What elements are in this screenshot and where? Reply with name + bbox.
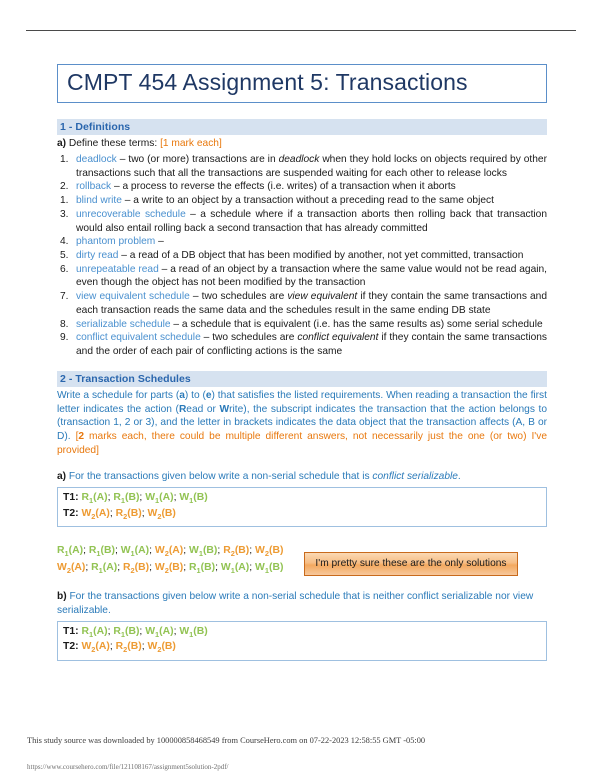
definition-body bbox=[76, 249, 547, 263]
action-separator: ; bbox=[149, 545, 155, 557]
schedule-action bbox=[81, 626, 107, 637]
schedule-action bbox=[189, 545, 218, 559]
section-heading-definitions: 1 - Definitions bbox=[57, 119, 547, 135]
action-separator: ; bbox=[114, 545, 121, 557]
action-operation: R bbox=[81, 625, 89, 637]
definition-text: a schedule that is equivalent (i.e. has the same results as) some serial schedule bbox=[181, 318, 543, 330]
action-transaction-index: 2 bbox=[123, 511, 128, 521]
intro-part4: ead or bbox=[186, 403, 220, 415]
action-transaction-index: 1 bbox=[196, 566, 201, 576]
schedule-action bbox=[81, 508, 109, 519]
action-separator: ; bbox=[149, 562, 155, 574]
solutions-callout: I'm pretty sure these are the only solutions bbox=[304, 552, 517, 576]
action-operation: W bbox=[81, 641, 92, 653]
action-object: (B) bbox=[202, 545, 218, 557]
definition-text: a read of a DB object that has been modified by another, not yet committed, transaction bbox=[129, 250, 524, 262]
action-object: (A) bbox=[68, 545, 84, 557]
action-object: (B) bbox=[168, 562, 184, 574]
document-title-box bbox=[57, 64, 547, 103]
action-transaction-index: 1 bbox=[155, 496, 160, 506]
schedule-action bbox=[91, 562, 118, 576]
action-object: (A) bbox=[95, 507, 110, 519]
action-operation: R bbox=[115, 641, 124, 653]
action-transaction-index: 1 bbox=[264, 566, 269, 576]
action-separator: ; bbox=[183, 545, 190, 557]
intro-part1: Write a schedule for parts ( bbox=[57, 389, 180, 401]
definition-term: rollback bbox=[76, 181, 112, 193]
intro-read-letter: R bbox=[178, 403, 187, 415]
action-transaction-index: 2 bbox=[130, 566, 135, 576]
action-operation: W bbox=[81, 507, 92, 519]
definition-body bbox=[76, 331, 547, 358]
definition-number: 9. bbox=[60, 332, 69, 344]
schedule-action bbox=[57, 545, 84, 559]
action-operation: W bbox=[145, 492, 156, 504]
schedule-action bbox=[115, 641, 142, 655]
definition-number: 8. bbox=[60, 318, 69, 330]
transaction-line bbox=[63, 625, 541, 641]
question-a-label: a) bbox=[57, 471, 67, 483]
definition-item bbox=[57, 194, 547, 208]
definition-number: 1. bbox=[60, 195, 69, 207]
question-b-prompt bbox=[57, 590, 547, 617]
action-object: (B) bbox=[161, 507, 176, 519]
definition-term: serializable schedule bbox=[76, 318, 171, 330]
transaction-line bbox=[63, 640, 541, 656]
definitions-prompt-label: a) bbox=[57, 138, 67, 150]
intro-marks-rest: marks each, there could be multiple different answers, not necessarily just the one (or two) I've provided] bbox=[57, 430, 547, 456]
question-a-answer-row bbox=[57, 543, 547, 577]
action-object: (A) bbox=[95, 641, 110, 653]
definition-term: view equivalent schedule bbox=[76, 291, 190, 303]
definitions-prompt-text: Define these terms: bbox=[66, 138, 161, 150]
definition-number: 6. bbox=[60, 263, 69, 275]
schedule-action bbox=[113, 492, 140, 506]
schedule-action bbox=[223, 545, 250, 559]
action-transaction-index: 2 bbox=[91, 511, 96, 521]
action-operation: W bbox=[255, 545, 265, 557]
action-transaction-index: 1 bbox=[155, 629, 160, 639]
schedule-action bbox=[116, 508, 142, 519]
transaction-line bbox=[63, 507, 541, 523]
action-object: (B) bbox=[134, 562, 150, 574]
action-object: (B) bbox=[124, 625, 140, 637]
definition-item bbox=[57, 331, 547, 358]
definition-item bbox=[57, 318, 547, 332]
action-object: (B) bbox=[234, 545, 250, 557]
action-transaction-index: 2 bbox=[91, 645, 96, 655]
schedule-action bbox=[57, 562, 86, 576]
transaction-line bbox=[63, 491, 541, 507]
schedule-action bbox=[148, 508, 176, 519]
definition-item bbox=[57, 208, 547, 235]
action-object: (B) bbox=[193, 492, 208, 504]
action-separator: ; bbox=[217, 545, 224, 557]
action-object: (A) bbox=[159, 492, 174, 504]
definition-body bbox=[76, 263, 547, 290]
definition-dash: – bbox=[158, 263, 171, 275]
definition-number: 1. bbox=[60, 154, 69, 165]
action-transaction-index: 1 bbox=[189, 496, 194, 506]
page-title: CMPT 454 Assignment 5: Transactions bbox=[67, 69, 468, 95]
action-object: (B) bbox=[124, 492, 140, 504]
transaction-label: T1: bbox=[63, 625, 82, 637]
action-object: (B) bbox=[127, 507, 142, 519]
definition-number: 2. bbox=[60, 181, 69, 193]
definition-number: 3. bbox=[60, 208, 69, 220]
definition-body bbox=[76, 235, 547, 249]
definition-number: 7. bbox=[60, 291, 69, 303]
action-object: (A) bbox=[159, 625, 174, 637]
action-transaction-index: 1 bbox=[130, 549, 135, 559]
action-separator: ; bbox=[107, 625, 114, 637]
definition-item bbox=[57, 249, 547, 263]
action-separator: ; bbox=[141, 507, 148, 519]
definition-dash: – bbox=[116, 154, 129, 165]
action-operation: W bbox=[147, 507, 158, 519]
definitions-prompt bbox=[57, 137, 547, 151]
definition-text: two schedules are bbox=[201, 291, 288, 303]
question-a-text-italic: conflict serializable bbox=[372, 471, 458, 483]
definitions-list bbox=[57, 153, 547, 359]
question-a-transactions-box bbox=[57, 487, 547, 527]
action-transaction-index: 2 bbox=[66, 566, 71, 576]
action-transaction-index: 2 bbox=[264, 549, 269, 559]
question-a-prompt bbox=[57, 470, 547, 484]
action-operation: R bbox=[88, 545, 97, 557]
action-operation: W bbox=[57, 562, 67, 574]
definition-dash: – bbox=[185, 208, 201, 220]
definition-term: dirty read bbox=[76, 250, 119, 262]
action-operation: W bbox=[179, 492, 190, 504]
action-operation: R bbox=[115, 507, 124, 519]
definition-text: two schedules are bbox=[212, 332, 298, 344]
action-operation: R bbox=[223, 545, 231, 557]
definition-emphasis: deadlock bbox=[278, 154, 320, 165]
action-operation: W bbox=[154, 562, 165, 574]
definition-dash: – bbox=[155, 236, 164, 248]
question-a-text-pre: For the transactions given below write a non-serial schedule that is bbox=[66, 471, 373, 483]
action-object: (A) bbox=[102, 562, 118, 574]
action-separator: ; bbox=[107, 492, 114, 504]
schedule-action bbox=[145, 626, 173, 637]
answer-schedule-line bbox=[57, 560, 283, 577]
action-transaction-index: 2 bbox=[164, 549, 169, 559]
schedules-intro bbox=[57, 389, 547, 458]
action-object: (A) bbox=[168, 545, 184, 557]
action-object: (B) bbox=[268, 562, 284, 574]
action-operation: W bbox=[154, 545, 165, 557]
action-separator: ; bbox=[215, 562, 221, 574]
action-transaction-index: 2 bbox=[157, 511, 162, 521]
definition-dash: – bbox=[189, 291, 202, 303]
definition-text: two (or more) transactions are in bbox=[128, 154, 279, 165]
intro-marks-open: [ bbox=[75, 430, 79, 442]
definition-body bbox=[76, 290, 547, 317]
definition-item bbox=[57, 290, 547, 317]
question-b-label: b) bbox=[57, 591, 67, 603]
intro-part3: ) that satisfies the listed requirements. When reading a transaction the first letter indicates the action ( bbox=[57, 389, 547, 415]
schedule-action bbox=[123, 562, 150, 576]
schedule-action bbox=[255, 545, 284, 559]
definition-text: when they hold locks on objects required by other transactions such that all the transactions are suspended waiting for each other to release locks bbox=[76, 154, 547, 179]
coursehero-source-url: https://www.coursehero.com/file/121108167/assignment5solution-2pdf/ bbox=[27, 763, 229, 771]
action-operation: R bbox=[123, 562, 131, 574]
definition-term: unrepeatable read bbox=[76, 263, 159, 275]
schedule-action bbox=[81, 492, 108, 506]
action-separator: ; bbox=[249, 562, 256, 574]
header-rule bbox=[26, 30, 576, 31]
action-operation: R bbox=[91, 562, 99, 574]
intro-write-letter: W bbox=[219, 403, 230, 415]
definition-item bbox=[57, 263, 547, 290]
action-operation: R bbox=[81, 492, 89, 504]
definition-text: a process to reverse the effects (i.e. writes) of a transaction when it aborts bbox=[122, 181, 456, 193]
action-transaction-index: 1 bbox=[98, 566, 103, 576]
action-operation: R bbox=[113, 625, 121, 637]
action-operation: W bbox=[179, 625, 190, 637]
action-separator: ; bbox=[139, 625, 146, 637]
transaction-label: T1: bbox=[63, 492, 82, 504]
schedule-action bbox=[81, 641, 110, 655]
definition-emphasis: view equivalent bbox=[287, 291, 358, 303]
action-transaction-index: 1 bbox=[189, 629, 194, 639]
action-object: (A) bbox=[93, 625, 108, 637]
action-transaction-index: 1 bbox=[120, 629, 125, 639]
question-b-transactions-box bbox=[57, 621, 547, 661]
transaction-label: T2: bbox=[63, 641, 82, 653]
action-separator: ; bbox=[109, 507, 116, 519]
definition-number: 5. bbox=[60, 250, 69, 262]
definition-body bbox=[76, 318, 547, 332]
schedule-action bbox=[154, 562, 184, 576]
schedule-action bbox=[113, 626, 139, 637]
action-separator: ; bbox=[85, 562, 92, 574]
question-a-answers bbox=[57, 543, 283, 577]
schedule-action bbox=[145, 492, 174, 506]
definition-text: a write to an object by a transaction without a preceding read to the same object bbox=[133, 195, 494, 207]
definition-text: if they contain the same transactions and each transaction reads the same data and the schedules result in the same ending DB state bbox=[76, 291, 548, 316]
definition-text: a read of an object by a transaction where the same value would not be read again, even though the object has not been modified by the transaction bbox=[76, 263, 547, 289]
definition-term: unrecoverable schedule bbox=[76, 208, 186, 220]
definition-dash: – bbox=[121, 195, 134, 207]
schedule-action bbox=[120, 545, 150, 559]
intro-e: e bbox=[205, 389, 212, 401]
intro-part2: ) to ( bbox=[184, 389, 206, 401]
action-operation: W bbox=[255, 562, 265, 574]
action-transaction-index: 1 bbox=[89, 629, 94, 639]
definition-text: a schedule where if a transaction aborts then rolling back that transaction would also entail rolling back a second transaction that has already committed bbox=[76, 208, 548, 234]
definition-item bbox=[57, 180, 547, 194]
action-operation: R bbox=[57, 545, 65, 557]
action-transaction-index: 1 bbox=[96, 549, 101, 559]
definition-term: blind write bbox=[76, 195, 122, 207]
intro-a: a bbox=[179, 389, 185, 401]
schedule-action bbox=[88, 545, 115, 559]
schedule-action bbox=[189, 562, 216, 576]
schedule-action bbox=[255, 562, 284, 576]
definition-body bbox=[76, 153, 547, 180]
definition-text: if they contain the same transactions and the order of each pair of conflicting actions is the same bbox=[76, 332, 548, 358]
action-transaction-index: 2 bbox=[123, 645, 128, 655]
definition-body bbox=[76, 194, 547, 208]
definition-item bbox=[57, 235, 547, 249]
definition-term: deadlock bbox=[76, 154, 117, 165]
definition-emphasis: conflict equivalent bbox=[297, 332, 379, 344]
action-separator: ; bbox=[141, 641, 148, 653]
document-content bbox=[57, 64, 547, 663]
action-separator: ; bbox=[117, 562, 124, 574]
schedule-action bbox=[179, 626, 207, 637]
definition-term: conflict equivalent schedule bbox=[76, 332, 201, 344]
action-object: (B) bbox=[193, 625, 208, 637]
definition-number: 4. bbox=[60, 236, 69, 248]
action-operation: R bbox=[189, 562, 197, 574]
action-separator: ; bbox=[173, 625, 180, 637]
action-object: (A) bbox=[93, 492, 108, 504]
action-object: (A) bbox=[134, 545, 150, 557]
section-heading-schedules: 2 - Transaction Schedules bbox=[57, 371, 547, 387]
definition-body bbox=[76, 208, 547, 235]
action-operation: W bbox=[220, 562, 231, 574]
definition-item bbox=[57, 153, 547, 180]
definition-dash: – bbox=[111, 181, 123, 193]
schedule-action bbox=[154, 545, 184, 559]
action-transaction-index: 2 bbox=[157, 645, 162, 655]
action-operation: R bbox=[113, 492, 121, 504]
definition-body bbox=[76, 180, 547, 194]
action-object: (A) bbox=[70, 562, 86, 574]
action-operation: W bbox=[145, 625, 156, 637]
question-b-text: For the transactions given below write a non-serial schedule that is neither conflict serializable nor view serializable. bbox=[57, 591, 534, 616]
action-transaction-index: 1 bbox=[89, 496, 94, 506]
schedule-action bbox=[147, 641, 176, 655]
action-transaction-index: 1 bbox=[120, 496, 125, 506]
action-object: (A) bbox=[234, 562, 250, 574]
schedule-action bbox=[179, 492, 208, 506]
action-transaction-index: 2 bbox=[230, 549, 235, 559]
action-object: (B) bbox=[200, 562, 216, 574]
action-object: (B) bbox=[268, 545, 284, 557]
definition-dash: – bbox=[118, 250, 130, 262]
action-separator: ; bbox=[183, 562, 190, 574]
action-separator: ; bbox=[249, 545, 256, 557]
action-transaction-index: 2 bbox=[164, 566, 169, 576]
action-operation: W bbox=[120, 545, 131, 557]
transaction-label: T2: bbox=[63, 507, 82, 519]
action-transaction-index: 1 bbox=[230, 566, 235, 576]
question-a-text-post: . bbox=[457, 471, 461, 483]
action-separator: ; bbox=[173, 492, 180, 504]
action-object: (B) bbox=[127, 641, 142, 653]
action-separator: ; bbox=[109, 641, 116, 653]
action-separator: ; bbox=[139, 492, 146, 504]
action-transaction-index: 1 bbox=[198, 549, 203, 559]
intro-part5: rite), the subscript indicates the transaction that the action belongs to (transaction 1, 2 or 3), and the letter in brackets indicates the data object that the transaction affects (A, B or D). bbox=[57, 403, 548, 442]
schedule-action bbox=[220, 562, 250, 576]
answer-schedule-line bbox=[57, 543, 283, 560]
action-object: (B) bbox=[100, 545, 115, 557]
action-transaction-index: 1 bbox=[64, 549, 69, 559]
coursehero-download-note: This study source was downloaded by 100000858468549 from CourseHero.com on 07-22-2023 12:58:55 GMT -05:00 bbox=[27, 736, 426, 745]
action-separator: ; bbox=[83, 545, 89, 557]
definitions-marks: [1 mark each] bbox=[160, 138, 222, 150]
definition-dash: – bbox=[170, 318, 182, 330]
action-operation: W bbox=[189, 545, 199, 557]
intro-marks-value: 2 bbox=[78, 430, 85, 442]
action-object: (B) bbox=[161, 641, 176, 653]
definition-dash: – bbox=[200, 332, 213, 344]
definition-term: phantom problem bbox=[76, 236, 156, 248]
action-operation: W bbox=[147, 641, 158, 653]
